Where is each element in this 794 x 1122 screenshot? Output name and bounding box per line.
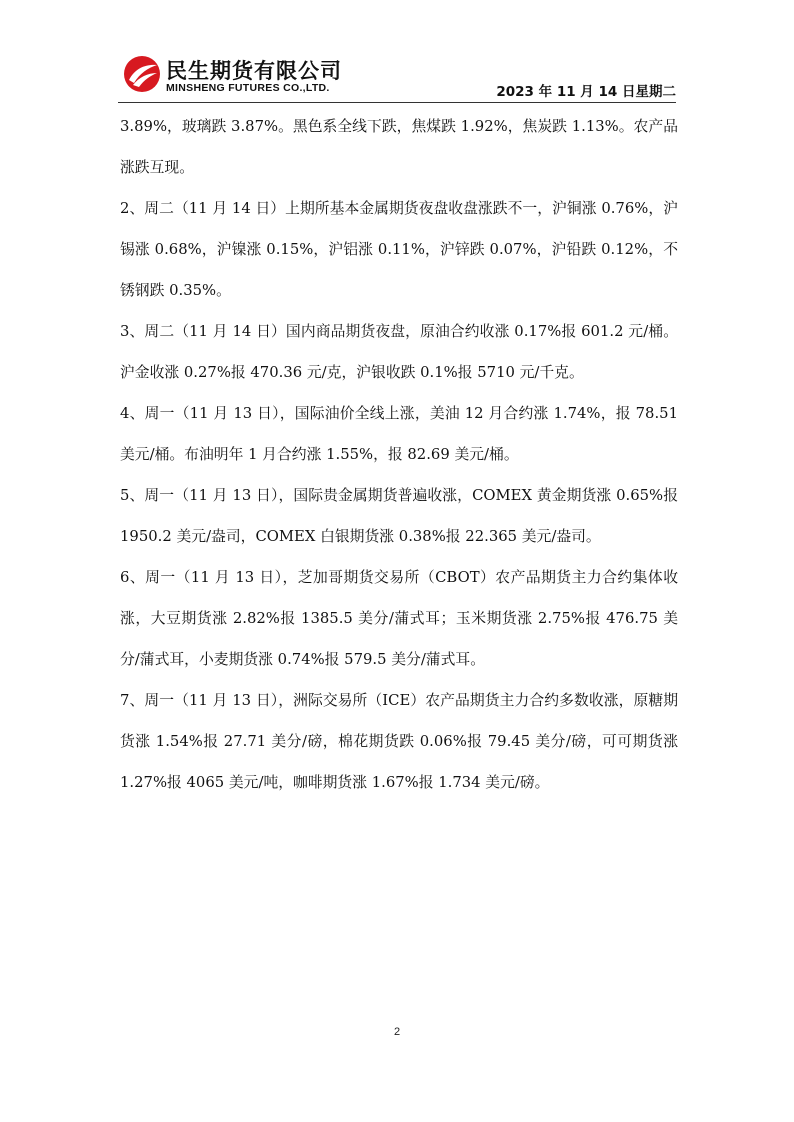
page-number: 2 (393, 1026, 401, 1038)
page-header (118, 52, 676, 104)
news-paragraph: 5、周一（11 月 13 日），国际贵金属期货普遍收涨，COMEX 黄金期货涨 0.65%报 1950.2 美元/盎司，COMEX 白银期货涨 0.38%报 22.365 美元/盎司。 (120, 487, 678, 545)
company-logo (118, 52, 378, 100)
news-paragraph: 3、周二（11 月 14 日）国内商品期货夜盘，原油合约收涨 0.17%报 601.2 元/桶。沪金收涨 0.27%报 470.36 元/克，沪银收跌 0.1%报 5710 元/千克。 (120, 323, 678, 381)
news-paragraph: 3.89%，玻璃跌 3.87%。黑色系全线下跌，焦煤跌 1.92%，焦炭跌 1.13%。农产品涨跌互现。 (120, 118, 678, 176)
company-name-cn: 民生期货有限公司 (166, 59, 342, 83)
header-divider (118, 102, 676, 103)
news-paragraph: 4、周一（11 月 13 日），国际油价全线上涨，美油 12 月合约涨 1.74%，报 78.51 美元/桶。布油明年 1 月合约涨 1.55%，报 82.69 美元/桶。 (120, 405, 678, 463)
news-body (120, 106, 678, 803)
news-paragraph: 7、周一（11 月 13 日），洲际交易所（ICE）农产品期货主力合约多数收涨，原糖期货涨 1.54%报 27.71 美分/磅，棉花期货跌 0.06%报 79.45 美分/磅，可可期货涨 1.27%报 4065 美元/吨，咖啡期货涨 1.67%报 1.734 美元/磅。 (120, 692, 678, 791)
news-paragraph: 6、周一（11 月 13 日），芝加哥期货交易所（CBOT）农产品期货主力合约集体收涨，大豆期货涨 2.82%报 1385.5 美分/蒲式耳；玉米期货涨 2.75%报 476.75 美分/蒲式耳，小麦期货涨 0.74%报 579.5 美分/蒲式耳。 (120, 569, 678, 668)
minsheng-logo-icon (122, 54, 162, 94)
report-date: 2023 年 11 月 14 日星期二 (496, 84, 676, 100)
news-paragraph: 2、周二（11 月 14 日）上期所基本金属期货夜盘收盘涨跌不一，沪铜涨 0.76%，沪锡涨 0.68%，沪镍涨 0.15%，沪铝涨 0.11%，沪锌跌 0.07%，沪铅跌 0.12%，不锈钢跌 0.35%。 (120, 200, 678, 299)
company-name-en: MINSHENG FUTURES CO.,LTD. (166, 82, 330, 94)
